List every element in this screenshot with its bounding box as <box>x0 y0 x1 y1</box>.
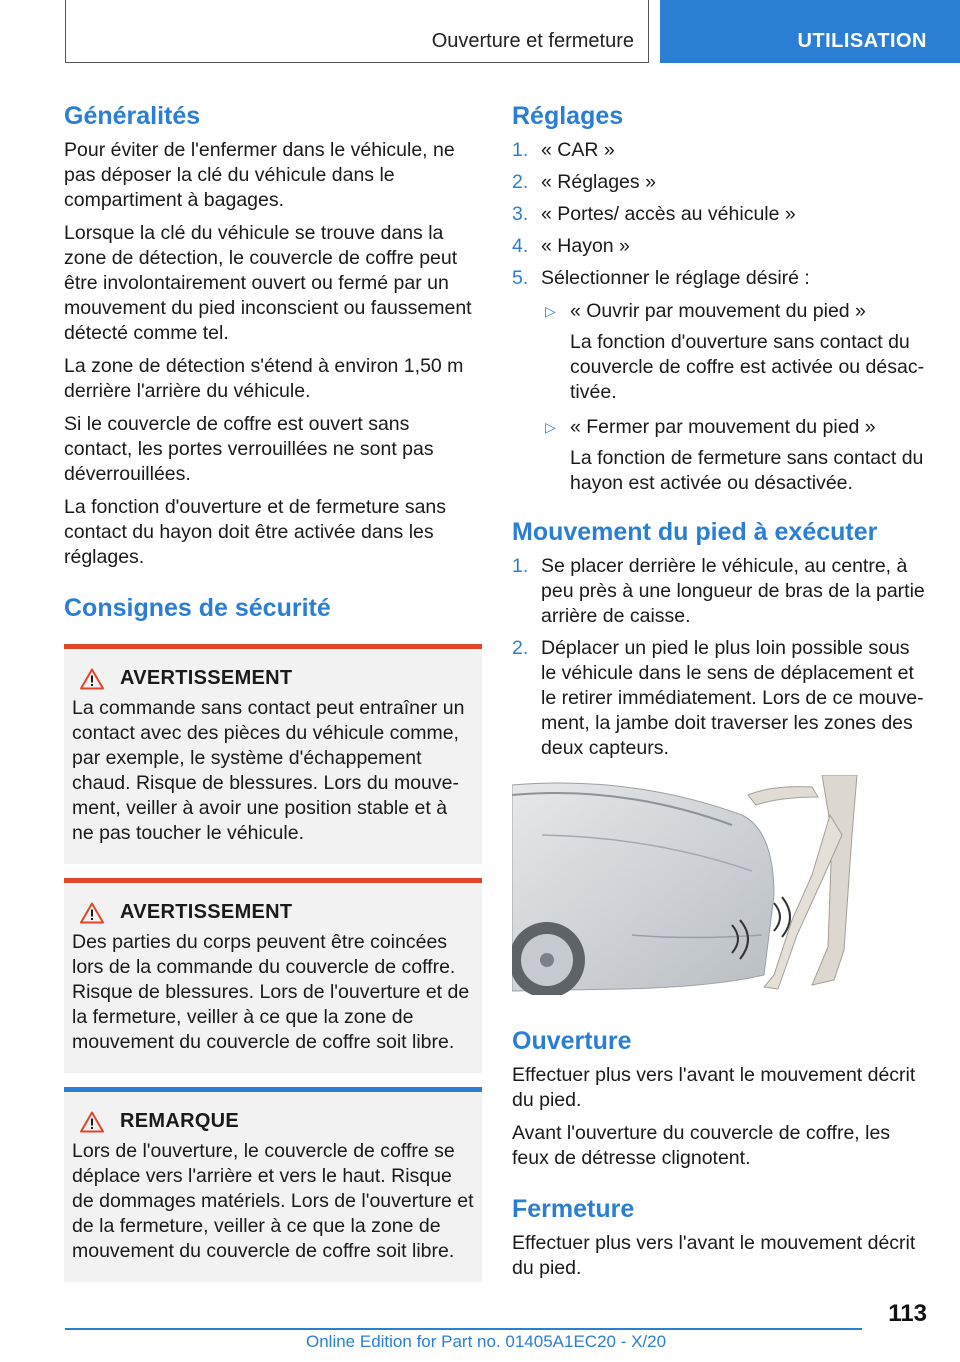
paragraph: Si le couvercle de coffre est ouvert sans contact, les portes verrouillées ne sont pas déverrouillées. <box>64 413 434 485</box>
section-title-reglages: Réglages <box>512 102 624 130</box>
note-label: REMARQUE <box>120 1110 240 1132</box>
paragraph: La fonction d'ouverture et de fermeture sans contact du hayon doit être activée dans les réglages. <box>64 496 447 568</box>
settings-sublist <box>541 299 926 496</box>
sub-list-item: ▷ « Ouvrir par mouvement du pied » La fonction d'ouverture sans contact du couvercle de coffre est activée ou désactivée. <box>545 300 925 403</box>
section-title-mouvement: Mouvement du pied à exécuter <box>512 518 878 546</box>
settings-steps <box>512 138 926 496</box>
section-title-ouverture: Ouverture <box>512 1027 632 1055</box>
left-column <box>64 100 482 1296</box>
warning-text: Des parties du corps peuvent être coincées lors de la commande du couvercle de coffre. Risque de blessures. Lors de l'ouverture et de la fermeture, veiller à ce que la zone de mouvement du couvercle de coffre soit libre. <box>72 931 470 1053</box>
note-box <box>64 1087 482 1282</box>
list-item: 2. Déplacer un pied le plus loin possible sous le véhicule dans le sens de déplacement et le retirer immédiatement. Lors de ce mouvement, la jambe doit traverser les zones des deux capteurs. <box>512 637 924 759</box>
list-item: 3. « Portes/ accès au véhicule » <box>512 203 796 225</box>
paragraph: La zone de détection s'étend à environ 1,50 m derrière l'arrière du véhicule. <box>64 355 464 402</box>
paragraph: Avant l'ouverture du couvercle de coffre, les feux de détresse clignotent. <box>512 1122 891 1169</box>
paragraph: Lorsque la clé du véhicule se trouve dans la zone de détection, le couvercle de coffre peut être involontairement ouvert ou fermé par un mouvement du pied inconscient ou faussement détecté comme tel. <box>64 222 472 344</box>
paragraph: Effectuer plus vers l'avant le mouvement décrit du pied. <box>512 1064 916 1111</box>
warning-label: AVERTISSEMENT <box>120 667 293 689</box>
footer-divider <box>65 1328 862 1330</box>
section-title-generalites: Généralités <box>64 102 201 130</box>
list-item: 4. « Hayon » <box>512 235 630 257</box>
header-section-title: Ouverture et fermeture <box>431 30 634 52</box>
list-item: 2. « Réglages » <box>512 171 656 193</box>
footer-edition-text: Online Edition for Part no. 01405A1EC20 - X/20 <box>306 1332 667 1351</box>
warning-label: AVERTISSEMENT <box>120 901 293 923</box>
paragraph: Pour éviter de l'enfermer dans le véhicule, ne pas déposer la clé du véhicule dans le compartiment à bagages. <box>64 139 455 211</box>
page-number: 113 <box>888 1300 927 1327</box>
paragraph: Effectuer plus vers l'avant le mouvement décrit du pied. <box>512 1232 916 1279</box>
foot-gesture-illustration <box>512 775 868 995</box>
warning-box <box>64 878 482 1073</box>
warning-text: La commande sans contact peut entraîner un contact avec des pièces du véhicule comme, par exemple, le système d'échappement chaud. Risque de blessures. Lors du mouvement, veiller à avoir une position stable et à ne pas toucher le véhicule. <box>72 697 465 844</box>
header-frame <box>65 0 649 63</box>
list-item: 1. Se placer derrière le véhicule, au centre, à peu près à une longueur de bras de la partie arrière de caisse. <box>512 555 925 627</box>
list-item: 1. « CAR » <box>512 139 615 161</box>
note-text: Lors de l'ouverture, le couvercle de coffre se déplace vers l'arrière et vers le haut. Risque de dommages matériels. Lors de l'ouverture et de la fermeture, veiller à ce que la zone de mouvement du couvercle de coffre soit libre. <box>72 1140 474 1262</box>
sub-list-item: ▷ « Fermer par mouvement du pied » La fonction de fermeture sans contact du hayon est activée ou désactivée. <box>545 416 924 494</box>
list-item: 5. Sélectionner le réglage désiré : ▷ « Ouvrir par mouvement du pied » La fonction d'ouverture sans contact du couvercle de coffre est activée ou désactivée. ▷ « Fermer par mouvement du pied » La fonction de fermeture sans contact du hayon est activée ou désactivée. <box>512 267 925 494</box>
triangle-bullet-icon: ▷ <box>545 303 556 319</box>
warning-triangle-icon <box>80 902 104 924</box>
warning-triangle-icon <box>80 1111 104 1133</box>
right-column <box>512 100 926 1289</box>
header-chapter-label: UTILISATION <box>797 30 927 52</box>
triangle-bullet-icon: ▷ <box>545 419 556 435</box>
foot-movement-steps <box>512 554 926 761</box>
warning-triangle-icon <box>80 668 104 690</box>
section-title-consignes: Consignes de sécurité <box>64 594 331 622</box>
warning-box <box>64 644 482 864</box>
header-chapter-tab <box>660 0 960 63</box>
section-title-fermeture: Fermeture <box>512 1195 635 1223</box>
